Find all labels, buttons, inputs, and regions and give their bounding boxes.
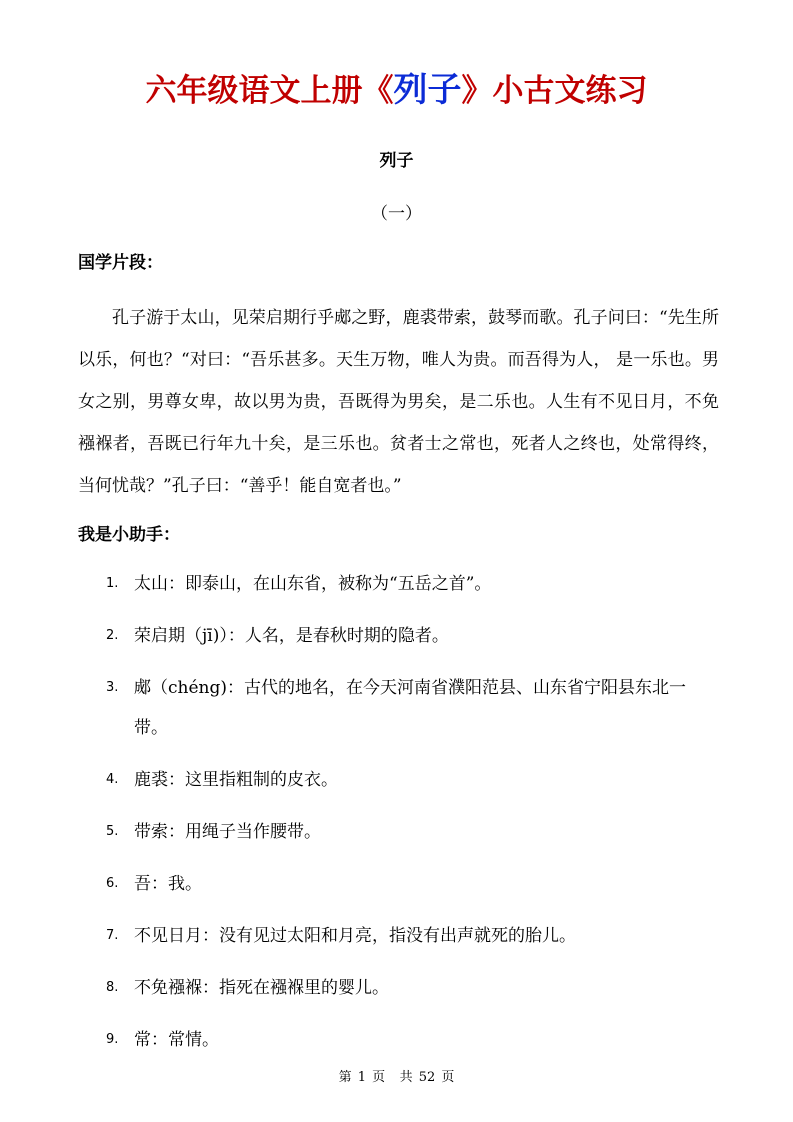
note-number: 2. [106,628,119,643]
footer-total-unit: 页 [441,1070,455,1085]
page-title [0,68,793,113]
note-number: 1. [106,576,119,591]
note-text: 带索：用绳子当作腰带。 [134,822,321,842]
note-text: 不见日月：没有见过太阳和月亮，指没有出声就死的胎儿。 [134,926,576,946]
notes-list [78,564,719,1072]
note-text: 不免襁褓：指死在襁褓里的婴儿。 [134,978,389,998]
note-number: 3. [106,680,119,695]
page-footer [0,1066,793,1085]
list-item [78,668,719,748]
footer-total-pages: 52 [418,1070,436,1085]
note-text: 吾：我。 [134,874,202,894]
note-text: 常：常情。 [134,1030,219,1050]
footer-page-number: 1 [357,1070,366,1085]
section-heading-passage: 国学片段： [78,253,163,273]
title-part-before: 六年级语文上册《 [145,73,394,109]
note-text: 郕（chéng)：古代的地名，在今天河南省濮阳范县、山东省宁阳县东北一带。 [134,678,686,738]
list-item [78,616,719,656]
note-number: 7. [106,928,119,943]
list-item [78,812,719,852]
note-number: 5. [106,824,119,839]
footer-prefix: 第 [338,1070,352,1085]
note-number: 8. [106,980,119,995]
section-heading-notes: 我是小助手： [78,525,180,545]
note-text: 太山：即泰山，在山东省，被称为“五岳之首”。 [134,574,492,594]
footer-page-unit: 页 [372,1070,386,1085]
list-item [78,864,719,904]
classical-passage: 孔子游于太山，见荣启期行乎郕之野，鹿裘带索，鼓琴而歌。孔子问曰：“先生所以乐，何也？“对曰：“吾乐甚多。天生万物，唯人为贵。而吾得为人， 是一乐也。男女之别，男尊女卑，故以男为贵，吾既得为男矣，是二乐也。人生有不见日月，不免襁褓者，吾既已行年九十矣，是三乐也。贫者士之常也，死者人之终也，处常得终，当何忧哉？”孔子曰：“善乎！能自宽者也。” [78,308,719,496]
note-number: 6. [106,876,119,891]
list-item [78,760,719,800]
note-text: 鹿裘：这里指粗制的皮衣。 [134,770,338,790]
title-highlight: 列子 [393,70,462,110]
note-number: 4. [106,772,119,787]
list-item [78,968,719,1008]
note-text: 荣启期（jī)）：人名，是春秋时期的隐者。 [134,626,449,646]
list-item [78,916,719,956]
title-part-after: 》小古文练习 [461,73,648,109]
part-number: （一） [371,204,422,224]
text-subtitle: 列子 [379,151,414,171]
list-item [78,1020,719,1060]
note-number: 9. [106,1032,119,1047]
footer-total-prefix: 共 [399,1070,413,1085]
list-item [78,564,719,604]
